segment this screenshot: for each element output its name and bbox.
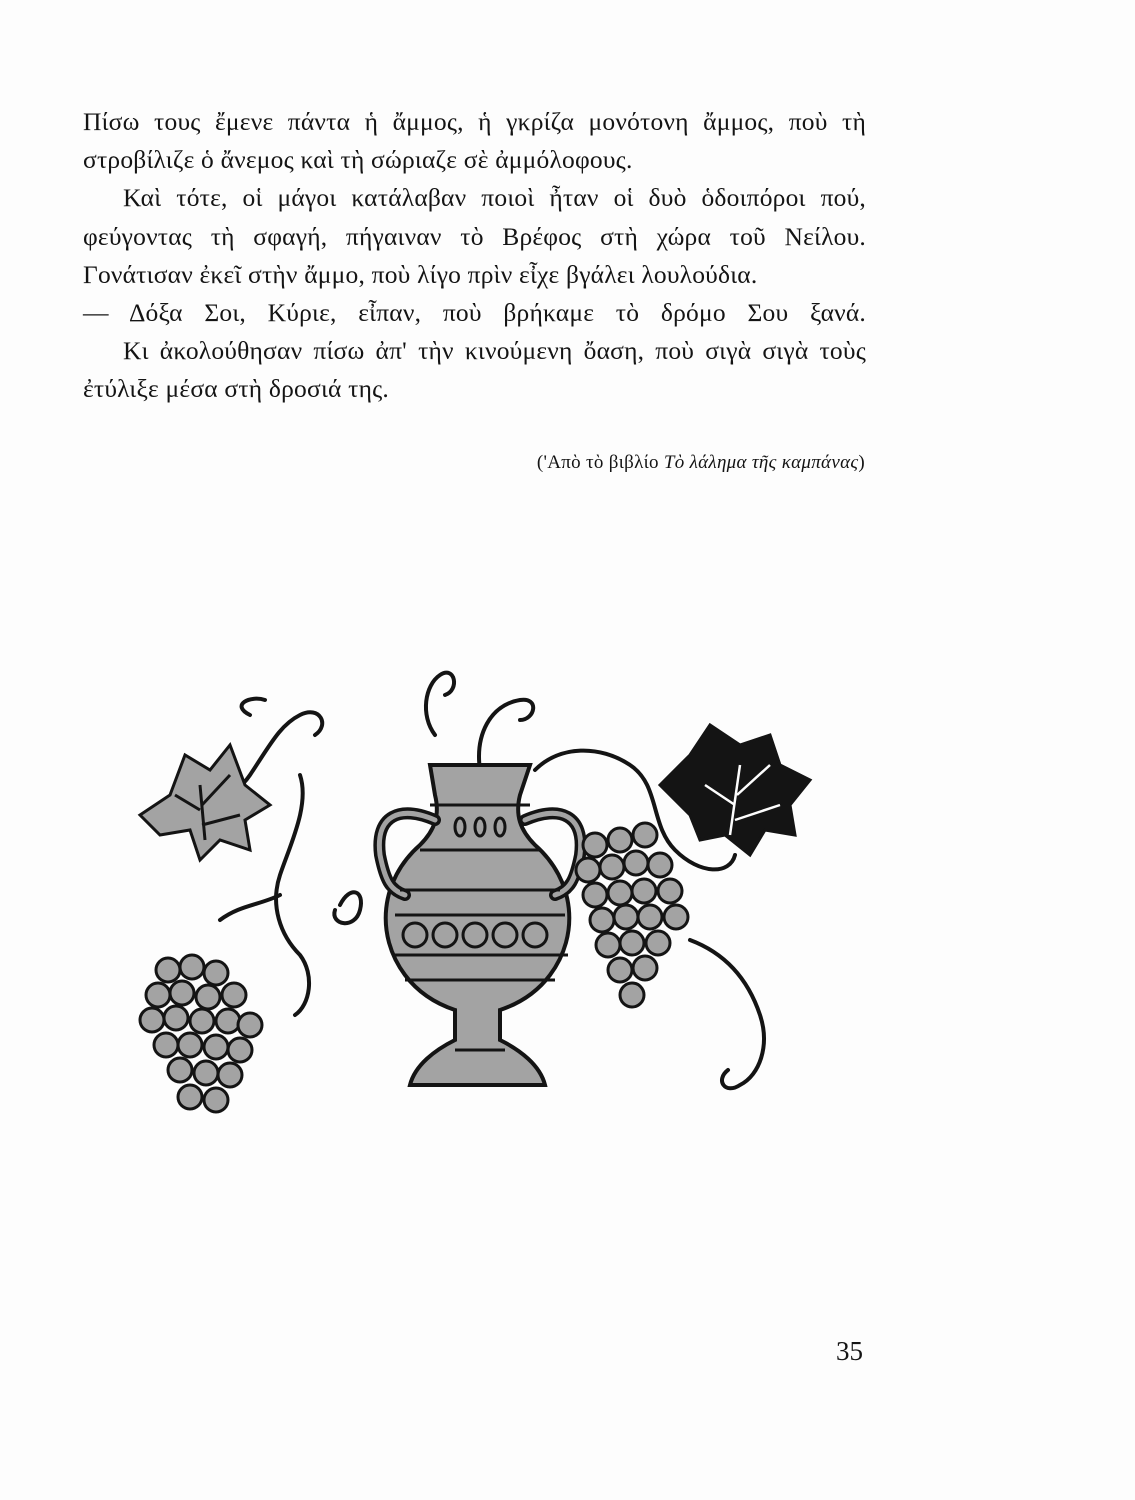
source-suffix: ) [858,452,865,473]
paragraph-sand: Πίσω τους ἔμενε πάντα ἡ ἄμμος, ἡ γκρίζα μονότονη ἄμμος, ποὺ τὴ στροβίλιζε ὁ ἄνεμος καὶ τὴ σώριαζε σὲ ἀμμόλοφους. [83,107,866,175]
paragraph-oasis: Κι ἀκολούθησαν πίσω ἀπ' τὴν κινούμενη ὄαση, ποὺ σιγὰ σιγὰ τοὺς ἐτύλιξε μέσα στὴ δροσιά της. [83,336,866,404]
story-text [83,103,866,409]
left-vine-leaf [140,745,270,860]
vase-vine-illustration [130,655,830,1130]
source-prefix: ('Απὸ τὸ βιβλίο [536,452,664,473]
left-grape-cluster [140,955,262,1112]
right-vine-leaf [660,725,810,855]
right-grape-cluster [576,823,688,1007]
page-number: 35 [836,1336,863,1366]
paragraph-dialogue: — Δόξα Σοι, Κύριε, εἶπαν, ποὺ βρήκαμε τὸ δρόμο Σου ξανά. [83,298,866,328]
amphora [379,765,580,1085]
source-citation [537,452,865,474]
paragraph-magi: Καὶ τότε, οἱ μάγοι κατάλαβαν ποιοὶ ἦταν οἱ δυὸ ὁδοιπόροι πού, φεύγοντας τὴ σφαγή, πήγαιναν τὸ Βρέφος στὴ χώρα τοῦ Νείλου. Γονάτισαν ἐκεῖ στὴν ἄμμο, ποὺ λίγο πρὶν εἶχε βγάλει λουλούδια. [83,183,866,289]
source-book-title: Τὸ λάλημα τῆς καμπάνας [663,452,859,473]
